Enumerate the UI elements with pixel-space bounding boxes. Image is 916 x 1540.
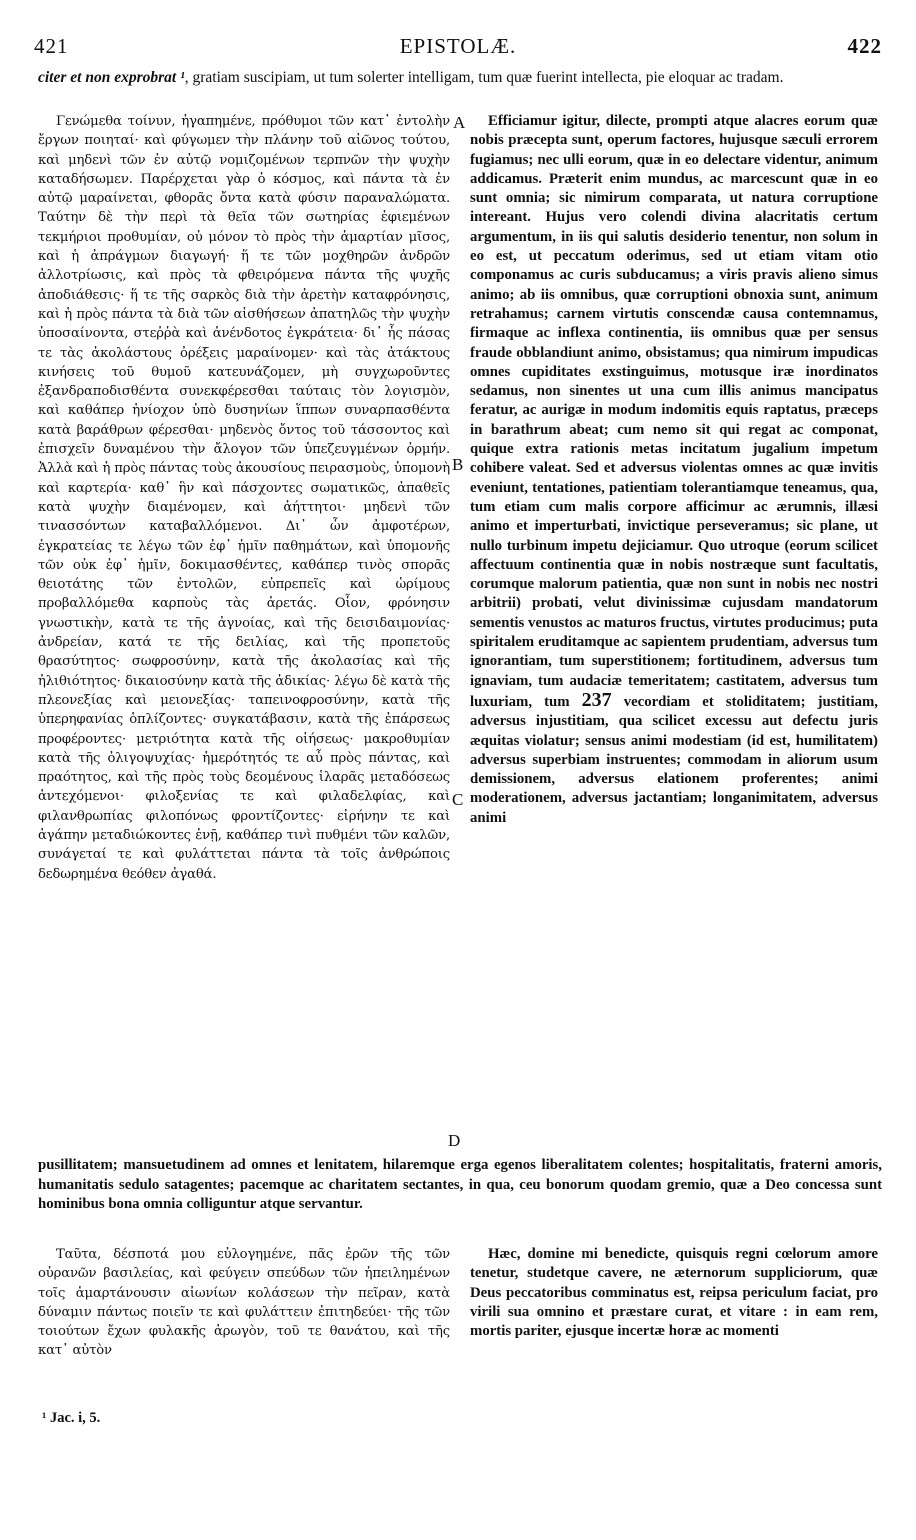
margin-marker-a: A [453, 113, 466, 132]
latin-column-section-2 [470, 1245, 878, 1341]
continuation-text [38, 68, 882, 87]
page-number-left: 421 [34, 34, 69, 58]
greek-column-section-2 [38, 1245, 450, 1361]
margin-marker-b: B [452, 455, 464, 474]
continuation-rest: , gratiam suscipiam, ut tum solerter intelligam, tum quæ fuerint intellecta, pie eloquar ac tradam. [184, 69, 784, 86]
margin-marker-d: D [448, 1131, 461, 1150]
page-number-right: 422 [847, 34, 882, 58]
latin-text-part-2: vecordiam et stoliditatem; justitiam, adversus injustitiam, qua scilicet excessu aut defectu juris æquitas violatur; sensus animi modestiam (id est, humilitatem) adversus superbiam instruentes; commodam in aliorum usum demissionem, adversus elationem proferentes; animi moderationem, adversus jactantiam; longanimitatem, adversus animi [470, 693, 878, 826]
footnote: ¹ Jac. i, 5. [42, 1410, 101, 1426]
running-title: EPISTOLÆ. [399, 34, 517, 58]
continuation-italic: citer et non exprobrat ¹ [38, 69, 185, 86]
latin-paragraph: Hæc, domine mi benedicte, quisquis regni cœlorum amore tenetur, studetque cavere, ne æternorum suppliciorum, quæ Deus peccatoribus comminatus est, reipsa periculum faciat, pro virili sua omnino et præstare curat, et vitare : in eam rem, mortis pariter, ejusque incertæ horæ ac momenti [470, 1246, 878, 1340]
running-header [34, 34, 882, 64]
greek-paragraph: Γενώμεθα τοίνυν, ἠγαπημένε, πρόθυμοι τῶν κατ᾽ ἐντολὴν ἔργων ποιηταί· καὶ φύγωμεν τὴν πλάνην τοῦ αἰῶνος τούτου, καὶ μηδενὶ τῶν ἐν αὐτῷ νομιζομένων τερπνῶν τὴν ψυχὴν καταδήσωμεν. Παρέρχεται γὰρ ὁ κόσμος, καὶ πάντα τὰ ἐν αὐτῷ μαραίνεται, φθορᾶς ὄντα κατὰ φύσιν παραναλώματα. Ταύτην δὲ τὴν περὶ τὰ θεῖα τῶν σωτηρίας ἐφιεμένων τεκμήριοι προθυμίαν, οὐ μόνον τὸ πρὸς τὴν ἁμαρτίαν μῖσος, καὶ ἡ ἀπράγμων διαγωγή· ἥ τε τῶν μοχθηρῶν ἀνδρῶν ἀλλοτρίωσις, καὶ πρὸς τὰ φθειρόμενα πάντα τῆς ψυχῆς ἀποδιάθεσις· ἥ τε τῆς σαρκὸς διὰ τὴν ἀρετὴν καταφρόνησις, καὶ ἡ πρὸς πάντα τὰ διὰ τῶν αἰσθήσεων ἀπατηλῶς τὴν ψυχὴν ὑποσαίνοντα, στεῤῥὰ καὶ ἀνένδοτος ἐγκράτεια· δι᾽ ἧς πάσας τε τὰς ἀκολάστους ὀρέξεις μαραίνομεν· καὶ τὰς ἀτάκτους κινήσεις τοῦ θυμοῦ κατευνάζομεν, μὴ συγχωροῦντες ἐξανδραποδισθέντα συνεκφέρεσθαι ταύταις τὸν λογισμὸν, καὶ καθάπερ ἡνίοχον ὑπὸ δυσηνίων ἵππων συναρπασθέντα κατὰ βαράθρων φέρεσθαι· μηδενὸς ὄντος τοῦ τάσσοντος καὶ ἐπισχεῖν δυναμένου τὴν ἄλογον τῶν ὑπεζευγμένων ὁρμήν. Ἀλλὰ καὶ ἡ πρὸς πάντας τοὺς ἀκουσίους πειρασμοὺς, ὑπομονὴ καὶ καρτερία· καθ᾽ ἣν καὶ πάσχοντες σωματικῶς, ἀπαθεῖς κατὰ ψυχὴν διαμένομεν, καὶ ἀήττητοι· μηδενὶ τῶν τινασσόντων καταβαλλόμενοι. Δι᾽ ὧν ἀμφοτέρων, ἐγκρατείας τε λέγω τῶν ἐφ᾽ ἡμῖν παθημάτων, καὶ ὑπομονῆς τῶν οὐκ ἐφ᾽ ἡμῖν, δοκιμασθέντες, καθάπερ τινὸς σπορᾶς θειοτάτης τῶν ἐντολῶν, εὐπρεπεῖς καὶ ὡρίμους προβαλλόμεθα καρποὺς τὰς ἀρετάς. Οἷον, φρόνησιν γνωστικὴν, κατὰ τε τῆς ἀγνοίας, καὶ τῆς δεισιδαιμονίας· ἀνδρείαν, κατά τε τῆς δειλίας, καὶ τῆς προπετοῦς θρασύτητος· σωφροσύνην, κατὰ τῆς ἀκολασίας καὶ τῆς ἠλιθιότητος· δικαιοσύνην κατὰ τῆς ἀδικίας· λέγω δὲ κατὰ τῆς πλεονεξίας καὶ μειονεξίας· ταπεινοφροσύνην, κατὰ τῆς ὑπερηφανίας ὁπλίζοντες· συγκατάβασιν, κατὰ τῆς ἐπάρσεως προφέροντες· μετριότητα κατὰ τῆς οἰήσεως· μακροθυμίαν κατὰ τῆς ὀλιγοψυχίας· ἡμερότητός τε αὖ πρὸς πάντας, καὶ πραότητος, καὶ τῆς πρὸς τοὺς δεομένους ἱλαρᾶς μεταδόσεως ἀντεχόμενοι· φιλοξενίας τε καὶ φιλαδελφίας, καὶ φιλανθρωπίας φιλοπόνως φροντίζοντες· εἰρήνην τε καὶ ἀγάπην μεταδιώκοντες ἐνῇ, καθάπερ τινὶ πυθμένι τῶν καλῶν, συνάγεταί τε καὶ φυλάττεται πάντα τὰ τοῖς ἀνθρώποις δεδωρημένα θεόθεν ἀγαθά. [38, 114, 451, 882]
latin-text-part-1: Efficiamur igitur, dilecte, prompti atque alacres eorum quæ nobis præcepta sunt, operum factores, hujusque sæculi errorem fugiamus; nec ulli eorum, quæ in eo delectare videntur, animum addicamus. Præterit enim mundus, ac marcescunt quæ in eo sunt omnia; sic nimirum comparata, ut natura corruptione intereant. Hujus vero colendi divina alacritatis certum argumentum, in iis qui salutis desiderio tenentur, non solum in eo est, ut peccatum oderimus, sed ut etiam vitam otio componamus ac curis subducamus; a viris pravis alieno simus animo; ab iis omnibus, quæ corruptioni obnoxia sunt, animum retrahamus; carnem virtutis conscendæ causa contemnamus, firmaque ac inflexa continentia, iis omnibus quæ per sensus fraude obblandiunt animo, obsistamus; qua nimirum impudicas omnes cupiditates exstinguimus, motusque iræ inordinatos sedamus, non sinentes ut una cum illis animus mancipatus feratur, ac aurigæ in modum indomitis equis raptatus, præceps in barathrum abeat; cum nemo sit qui regat ac componat, quique extra rationis metas incitatum jugalium impetum cohibere valeat. Sed et adversus violentas omnes ac quæ invitis eveniunt, tentationes, patientiam tolerantiamque teneamus, qua, tum etiam cum malis corpore afficimur ac ærumnis, illæsi animo et imperturbati, invictique perseveramus; sic plane, ut nullo turbinum impetu dejiciamur. Quo utroque (eorum scilicet affectuum continentia quæ in nobis nostræque sunt facultatis, corumque malorum patientia, quæ non sunt in nobis nec nostri arbitrii) probati, velut divinissimæ cujusdam mandatorum sementis venustos ac maturos fructus, virtutes producimus; puta spiritalem eruditamque ac sapientem prudentiam, adversus tum ignorantiam, tum superstitionem; fortitudinem, adversus tum ignaviam, tum audaciæ temeritatem; castitatem, adversus tum luxuriam, tum [470, 113, 878, 710]
inline-column-number: 237 [581, 688, 612, 711]
margin-marker-c: C [452, 790, 464, 809]
latin-full-width-text: pusillitatem; mansuetudinem ad omnes et lenitatem, hilaremque erga egenos liberalitatem colentes; hospitalitatis, fraterni amoris, humanitatis sedulo satagentes; pacemque ac charitatem sectantes, in qua, ceu bonorum quodam gremio, quæ a Deo concessa sunt hominibus bona omnia colliguntur atque servantur. [38, 1157, 882, 1212]
latin-paragraph [470, 112, 878, 828]
greek-column-section-1 [38, 112, 450, 884]
greek-paragraph: Ταῦτα, δέσποτά μου εὐλογημένε, πᾶς ἐρῶν τῆς τῶν οὐρανῶν βασιλείας, καὶ φεύγειν σπεύδων τῶν ἠπειλημένων τοῖς ἁμαρτάνουσιν αἰωνίων κολάσεων τὴν πεῖραν, κατὰ δύναμιν πάντως ποιεῖν τε καὶ φυλάττειν ἐπιτηδεύει· τῆς τῶν τοιούτων ἔχων φυλακῆς ἀρωγὸν, τοῦ τε θανάτου, καὶ τῆς κατ᾽ αὐτὸν [38, 1247, 450, 1359]
latin-column-section-1 [470, 112, 878, 828]
